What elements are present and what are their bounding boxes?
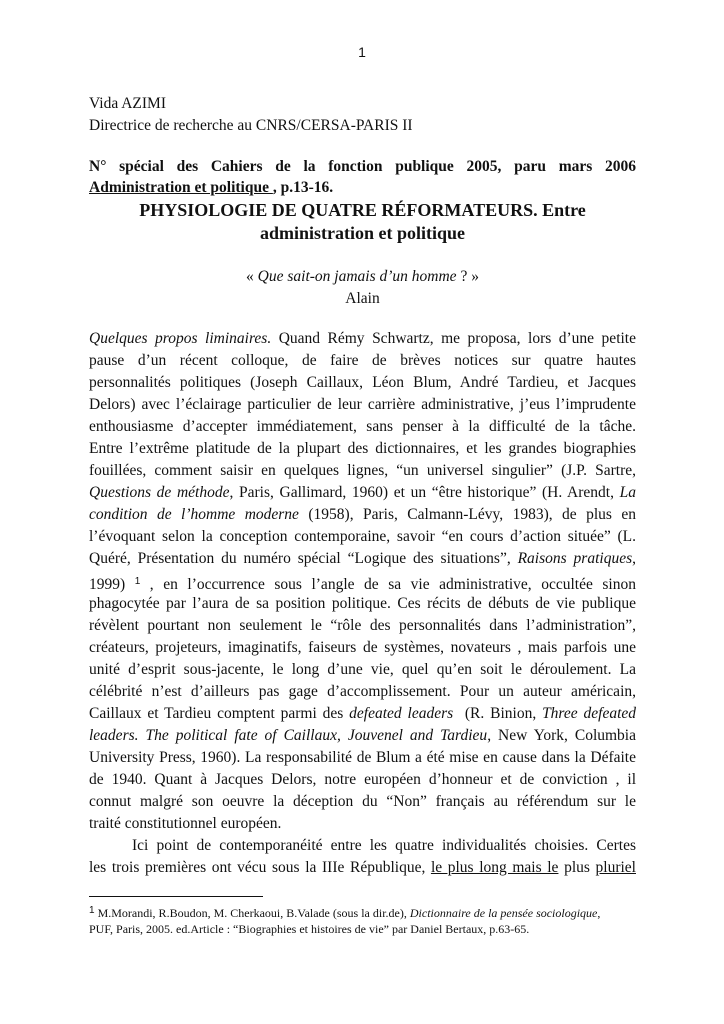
- footnote-reference[interactable]: 1: [134, 575, 141, 587]
- text-line: [89, 482, 636, 504]
- text-line: révèlent pourtant non seulement le “rôle des personnalités dans l’administration”,: [89, 616, 636, 634]
- quote-close: ? »: [456, 268, 479, 285]
- text-line: enthousiasme d’accepter immédiatement, sans penser à la difficulté de la tâche.: [89, 418, 636, 436]
- text-line: Delors) avec l’éclairage particulier de leur carrière administrative, j’eus l’imprudente: [89, 396, 636, 414]
- publication-issue: [89, 177, 333, 198]
- text-line: phagocytée par l’aura de sa position politique. Ces récits de débuts de vie publique: [89, 594, 636, 612]
- text-line: [89, 725, 636, 747]
- footnote-line-2: PUF, Paris, 2005. ed.Article : “Biographies et histoires de vie” par Daniel Bertaux, p.63-65.: [89, 921, 530, 936]
- footnote-marker: 1: [89, 905, 95, 916]
- book-title: La: [619, 484, 637, 502]
- title-line-2: administration et politique: [259, 223, 465, 243]
- quoted-term: defeated leaders: [349, 704, 454, 722]
- title-line-1: PHYSIOLOGIE DE QUATRE RÉFORMATEURS. Entre: [139, 200, 586, 220]
- text-span: ,: [632, 550, 636, 568]
- underlined-text: le plus long mais le: [430, 859, 559, 877]
- text-line: [89, 571, 636, 593]
- text-span: les trois premières ont vécu sous la IIIe République,: [89, 859, 431, 877]
- text-line: [89, 504, 636, 526]
- text-line: créateurs, projeteurs, imaginatifs, faiseurs de systèmes, novateurs , mais parfois une: [89, 638, 636, 656]
- text-span: M.Morandi, R.Boudon, M. Cherkaoui, B.Valade (sous la dir.de),: [94, 906, 410, 920]
- publication-line: N° spécial des Cahiers de la fonction publique 2005, paru mars 2006: [89, 158, 636, 175]
- issue-pages: , p.13-16.: [272, 179, 334, 196]
- book-title: condition de l’homme moderne: [89, 506, 299, 524]
- text-span: Caillaux et Tardieu comptent parmi des: [89, 704, 350, 722]
- text-line: fouillées, comment saisir en quelques lignes, “un universel singulier” (J.P. Sartre,: [89, 462, 636, 480]
- text-span: , Paris, Gallimard, 1960) et un “être historique” (H. Arendt,: [229, 484, 620, 502]
- text-line: Ici point de contemporanéité entre les quatre individualités choisies. Certes: [132, 837, 636, 854]
- footnote-line-1: [89, 903, 636, 922]
- text-line: [89, 328, 636, 350]
- text-span: (1958), Paris, Calmann-Lévy, 1983), de plus en: [298, 506, 636, 524]
- page-number: 1: [358, 44, 366, 60]
- text-span: 1999): [89, 575, 135, 593]
- text-line: l’évoquant selon la conception contemporaine, savoir “en cours d’action située” (L.: [89, 528, 636, 546]
- text-line: connut malgré son oeuvre la déception du “Non” français au référendum sur le: [89, 792, 636, 810]
- underlined-text: pluriel: [595, 859, 636, 877]
- issue-title: Administration et politique: [89, 179, 273, 196]
- epigraph-quote: [89, 266, 636, 288]
- text-line: célébrité n’est d’ailleurs pas gage d’accomplissement. Pour un auteur américain,: [89, 682, 636, 700]
- text-line: [89, 548, 636, 570]
- author-name: Vida AZIMI: [89, 95, 166, 112]
- text-span: , New York, Columbia: [487, 726, 636, 744]
- text-line: [89, 703, 636, 725]
- epigraph-attribution: Alain: [345, 290, 380, 307]
- quote-text: Que sait-on jamais d’un homme: [257, 268, 457, 285]
- text-span: Quéré, Présentation du numéro spécial “Logique des situations”,: [89, 550, 518, 568]
- quote-open: «: [246, 268, 258, 285]
- text-span: plus: [558, 859, 596, 877]
- book-title: Questions de méthode: [89, 484, 230, 502]
- book-title: leaders. The political fate of Caillaux, Jouvenel and Tardieu: [89, 726, 488, 744]
- paragraph-2: [89, 835, 636, 879]
- article-title: [89, 199, 636, 245]
- footnote: [89, 903, 636, 937]
- book-title: Dictionnaire de la pensée sociologique: [409, 906, 598, 920]
- text-line: Entre l’extrême platitude de la plupart des dictionnaires, et les grandes biographies: [89, 440, 636, 458]
- author-block: [89, 93, 413, 137]
- text-line: personnalités politiques (Joseph Caillaux, Léon Blum, André Tardieu, et Jacques: [89, 374, 636, 392]
- text-line: de 1940. Quant à Jacques Delors, notre européen d’honneur et de conviction , il: [89, 770, 636, 788]
- text-span: Quand Rémy Schwartz, me proposa, lors d’une petite: [271, 330, 636, 347]
- footnote-separator: [89, 896, 263, 897]
- epigraph: [89, 266, 636, 310]
- text-span: , en l’occurrence sous l’angle de sa vie administrative, occultée sinon: [140, 575, 636, 593]
- text-line: pause d’un récent colloque, de faire de brèves notices sur quatre hautes: [89, 352, 636, 370]
- text-line: traité constitutionnel européen.: [89, 815, 282, 833]
- section-lead: Quelques propos liminaires.: [89, 330, 272, 347]
- book-title: Three defeated: [542, 704, 637, 722]
- text-span: ,: [597, 906, 601, 920]
- text-line: University Press, 1960). La responsabilité de Blum a été mise en cause dans la Défaite: [89, 748, 636, 766]
- paragraph-1: [89, 328, 636, 835]
- text-span: (R. Binion,: [453, 704, 543, 722]
- author-position: Directrice de recherche au CNRS/CERSA-PARIS II: [89, 117, 413, 134]
- journal-title: Raisons pratiques: [517, 550, 633, 568]
- text-line: unité d’esprit sous-jacente, le long d’une vie, quel qu’en soit le déroulement. La: [89, 660, 636, 678]
- text-line: [89, 857, 636, 879]
